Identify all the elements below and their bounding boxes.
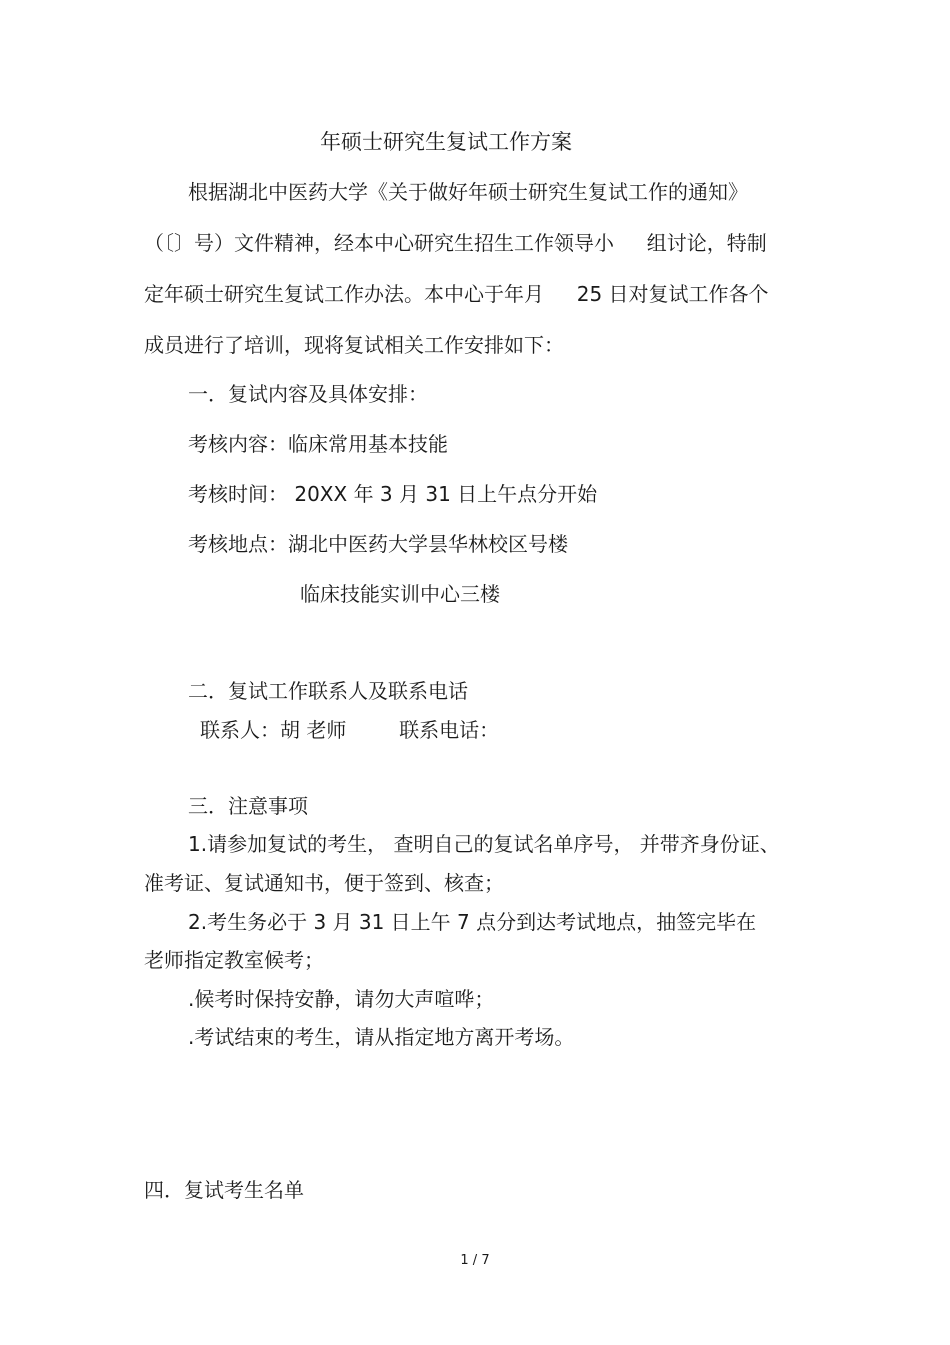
section2-heading: 二．复试工作联系人及联系电话	[188, 679, 468, 703]
notice-item-2a: 2.考生务必于 3 月 31 日上午 7 点分到达考试地点，抽签完毕在	[188, 910, 757, 934]
intro-line-4: 成员进行了培训，现将复试相关工作安排如下：	[144, 333, 564, 357]
exam-place: 考核地点：湖北中医药大学昙华林校区号楼	[188, 532, 568, 556]
document-title: 年硕士研究生复试工作方案	[320, 130, 572, 154]
exam-content: 考核内容：临床常用基本技能	[188, 432, 448, 456]
intro-line-2: （〔〕号）文件精神，经本中心研究生招生工作领导小 组讨论，特制	[144, 231, 767, 255]
section1-heading: 一．复试内容及具体安排：	[188, 382, 428, 406]
intro-line-1: 根据湖北中医药大学《关于做好年硕士研究生复试工作的通知》	[188, 180, 748, 204]
section4-heading: 四．复试考生名单	[144, 1178, 304, 1202]
notice-item-1b: 准考证、复试通知书，便于签到、核查；	[144, 871, 504, 895]
notice-item-1a: 1.请参加复试的考生， 查明自己的复试名单序号， 并带齐身份证、	[188, 832, 780, 856]
notice-item-2b: 老师指定教室候考；	[144, 948, 324, 972]
notice-item-4: .考试结束的考生，请从指定地方离开考场。	[188, 1025, 575, 1049]
exam-place-continued: 临床技能实训中心三楼	[300, 582, 500, 606]
notice-item-3: .候考时保持安静，请勿大声喧哗；	[188, 987, 495, 1011]
page-number: 1 / 7	[460, 1253, 490, 1268]
contact-line: 联系人：胡 老师 联系电话：	[200, 718, 500, 742]
exam-time: 考核时间： 20XX 年 3 月 31 日上午点分开始	[188, 482, 598, 506]
intro-line-3: 定年硕士研究生复试工作办法。本中心于年月 25 日对复试工作各个	[144, 282, 769, 306]
section3-heading: 三．注意事项	[188, 794, 308, 818]
